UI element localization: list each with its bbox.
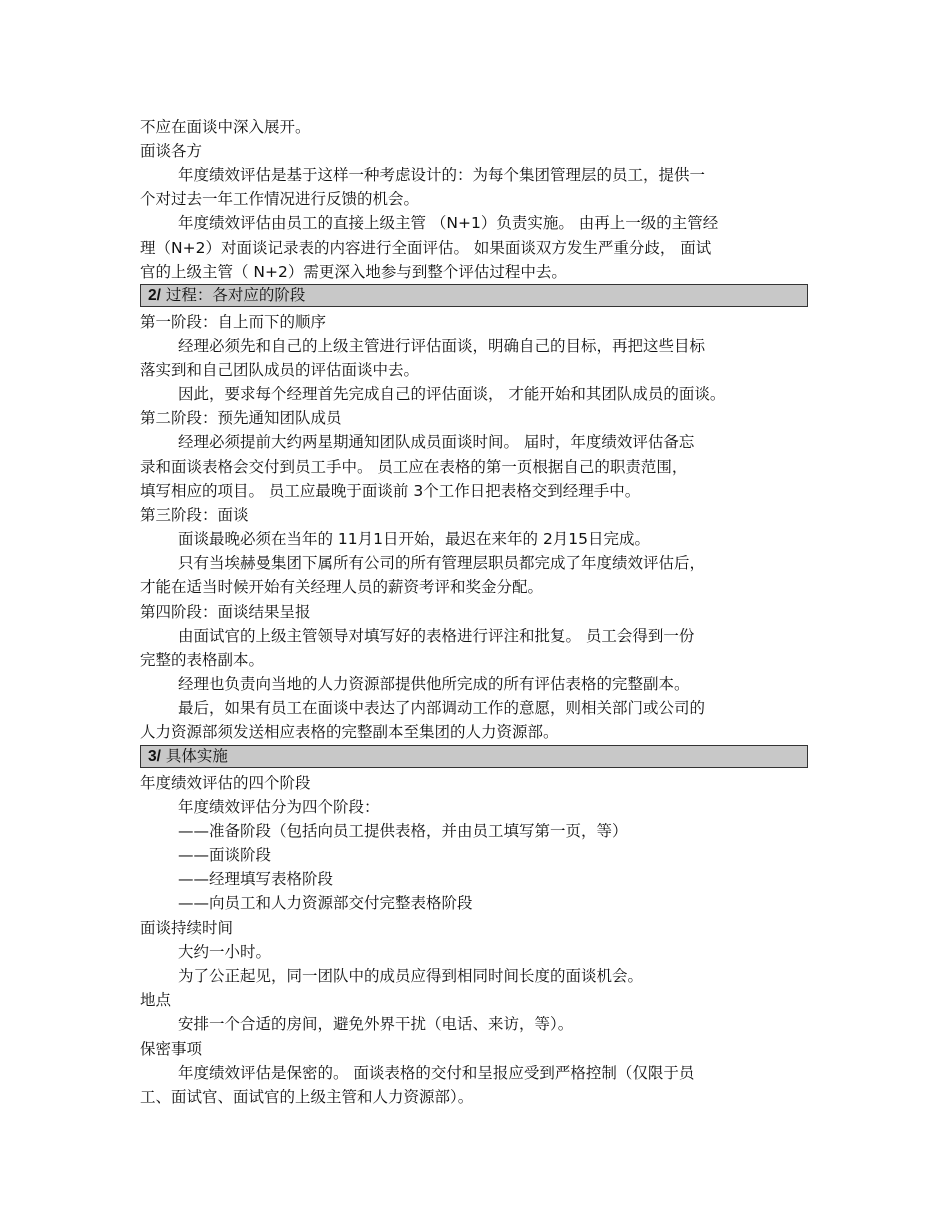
paragraph-line: 年度绩效评估是保密的。 面谈表格的交付和呈报应受到严格控制（仅限于员 [178, 1064, 695, 1082]
paragraph-line: 只有当埃赫曼集团下属所有公司的所有管理层职员都完成了年度绩效评估后， [178, 554, 706, 572]
paragraph-line: 经理也负责向当地的人力资源部提供他所完成的所有评估表格的完整副本。 [178, 675, 690, 693]
subheading-interview-parties: 面谈各方 [140, 142, 203, 160]
paragraph-line: 才能在适当时候开始有关经理人员的薪资考评和奖金分配。 [140, 578, 544, 596]
paragraph-line: 完整的表格副本。 [140, 651, 265, 669]
paragraph-line: 年度绩效评估由员工的直接上级主管 （N+1）负责实施。 由再上一级的主管经 [178, 214, 719, 232]
list-item: ——向员工和人力资源部交付完整表格阶段 [178, 894, 473, 912]
list-item: ——面谈阶段 [178, 846, 272, 864]
paragraph-line: 最后，如果有员工在面谈中表达了内部调动工作的意愿，则相关部门或公司的 [178, 699, 706, 717]
section-number: 2/ [148, 287, 161, 304]
subheading-confidentiality: 保密事项 [140, 1040, 203, 1058]
paragraph-line: 因此，要求每个经理首先完成自己的评估面谈， 才能开始和其团队成员的面谈。 [178, 385, 726, 403]
section-header-implementation [140, 745, 808, 768]
paragraph-line: 个对过去一年工作情况进行反馈的机会。 [140, 190, 420, 208]
list-item: ——经理填写表格阶段 [178, 870, 334, 888]
paragraph-line: 理（N+2）对面谈记录表的内容进行全面评估。 如果面谈双方发生严重分歧， 面试 [140, 239, 712, 257]
paragraph-line: 不应在面谈中深入展开。 [140, 118, 311, 136]
paragraph-line: 人力资源部须发送相应表格的完整副本至集团的人力资源部。 [140, 723, 559, 741]
subheading-phase-2: 第二阶段：预先通知团队成员 [140, 409, 342, 427]
paragraph-line: 官的上级主管（ N+2）需更深入地参与到整个评估过程中去。 [140, 263, 567, 281]
paragraph-line: 面谈最晚必须在当年的 11月1日开始，最迟在来年的 2月15日完成。 [178, 530, 651, 548]
paragraph-line: 由面试官的上级主管领导对填写好的表格进行评注和批复。 员工会得到一份 [178, 627, 695, 645]
paragraph-line: 年度绩效评估分为四个阶段： [178, 798, 380, 816]
paragraph-line: 经理必须提前大约两星期通知团队成员面谈时间。 届时，年度绩效评估备忘 [178, 433, 695, 451]
paragraph-line: 工、面试官、面试官的上级主管和人力资源部）。 [140, 1088, 474, 1106]
paragraph-line: 填写相应的项目。 员工应最晚于面谈前 3个工作日把表格交到经理手中。 [140, 482, 641, 500]
section-header-process [140, 284, 808, 307]
section-title: 具体实施 [160, 747, 228, 765]
list-item: ——准备阶段（包括向员工提供表格，并由员工填写第一页，等） [178, 822, 628, 840]
paragraph-line: 为了公正起见，同一团队中的成员应得到相同时间长度的面谈机会。 [178, 967, 644, 985]
paragraph-line: 大约一小时。 [178, 943, 272, 961]
paragraph-line: 录和面谈表格会交付到员工手中。 员工应在表格的第一页根据自己的职责范围， [140, 458, 688, 476]
subheading-phase-3: 第三阶段：面谈 [140, 506, 249, 524]
section-title: 过程：各对应的阶段 [160, 286, 306, 304]
subheading-four-phases: 年度绩效评估的四个阶段 [140, 774, 311, 792]
paragraph-line: 安排一个合适的房间，避免外界干扰（电话、来访，等）。 [178, 1015, 574, 1033]
section-number: 3/ [148, 748, 161, 765]
paragraph-line: 落实到和自己团队成员的评估面谈中去。 [140, 361, 420, 379]
paragraph-line: 经理必须先和自己的上级主管进行评估面谈，明确自己的目标，再把这些目标 [178, 337, 706, 355]
subheading-location: 地点 [140, 991, 172, 1009]
subheading-phase-1: 第一阶段：自上而下的顺序 [140, 313, 327, 331]
subheading-phase-4: 第四阶段：面谈结果呈报 [140, 603, 311, 621]
paragraph-line: 年度绩效评估是基于这样一种考虑设计的：为每个集团管理层的员工，提供一 [178, 166, 706, 184]
subheading-duration: 面谈持续时间 [140, 919, 234, 937]
